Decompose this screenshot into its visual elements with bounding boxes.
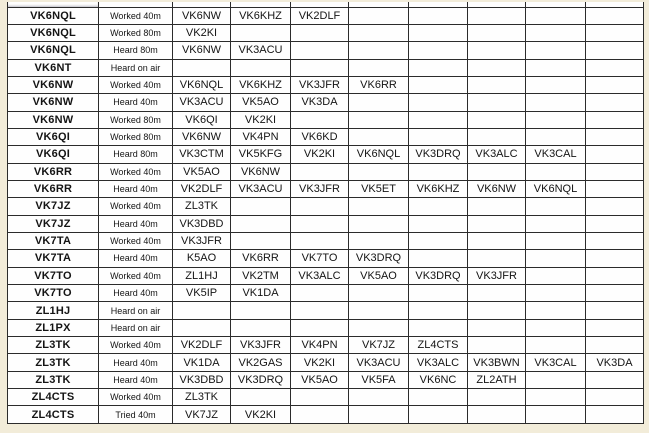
entry-cell: VK2DLF — [173, 180, 231, 197]
entry-cell: ZL2ATH — [468, 371, 526, 388]
callsign-cell: VK6NQL — [8, 7, 99, 24]
entry-cell — [586, 215, 644, 232]
entry-cell: VK2KI — [291, 354, 349, 371]
entry-cell — [409, 59, 468, 76]
entry-cell: ZL3TK — [173, 198, 231, 215]
status-cell: Worked 40m — [99, 337, 173, 354]
entry-cell — [586, 128, 644, 145]
entry-cell — [468, 337, 526, 354]
status-cell: Heard 40m — [99, 250, 173, 267]
entry-cell: VK6NW — [173, 42, 231, 59]
entry-cell — [586, 24, 644, 41]
entry-cell — [349, 285, 409, 302]
entry-cell — [468, 94, 526, 111]
entry-cell — [409, 42, 468, 59]
entry-cell — [526, 163, 586, 180]
status-cell: Worked 80m — [99, 128, 173, 145]
table-row — [8, 59, 644, 76]
entry-cell: VK1DA — [173, 354, 231, 371]
entry-cell — [586, 59, 644, 76]
entry-cell — [586, 406, 644, 423]
entry-cell — [231, 24, 291, 41]
entry-cell: VK6QI — [173, 111, 231, 128]
entry-cell — [468, 128, 526, 145]
entry-cell — [409, 232, 468, 249]
entry-cell — [349, 215, 409, 232]
callsign-cell: VK6QI — [8, 146, 99, 163]
entry-cell: VK6NQL — [173, 76, 231, 93]
callsign-cell: ZL1HJ — [8, 302, 99, 319]
status-cell: Heard 40m — [99, 354, 173, 371]
entry-cell: VK3ACU — [231, 42, 291, 59]
entry-cell: VK5FA — [349, 371, 409, 388]
entry-cell — [349, 42, 409, 59]
table-row — [8, 337, 644, 354]
entry-cell — [468, 163, 526, 180]
table-row — [8, 24, 644, 41]
table-row — [8, 215, 644, 232]
entry-cell — [231, 389, 291, 406]
entry-cell: VK3DRQ — [409, 146, 468, 163]
entry-cell — [349, 198, 409, 215]
status-cell: Worked 40m — [99, 232, 173, 249]
callsign-cell: VK7JZ — [8, 198, 99, 215]
entry-cell — [291, 42, 349, 59]
callsign-cell: ZL3TK — [8, 337, 99, 354]
entry-cell — [468, 59, 526, 76]
entry-cell — [586, 267, 644, 284]
entry-cell — [349, 389, 409, 406]
entry-cell — [173, 302, 231, 319]
entry-cell: VK3DRQ — [349, 250, 409, 267]
entry-cell — [231, 302, 291, 319]
callsign-cell: VK6NT — [8, 59, 99, 76]
entry-cell: VK2DLF — [173, 337, 231, 354]
entry-cell — [291, 111, 349, 128]
entry-cell: VK3DBD — [173, 371, 231, 388]
entry-cell: ZL3TK — [173, 389, 231, 406]
callsign-cell: VK7JZ — [8, 215, 99, 232]
entry-cell — [526, 94, 586, 111]
entry-cell — [586, 302, 644, 319]
entry-cell: VK1DA — [231, 285, 291, 302]
status-cell: Heard 80m — [99, 146, 173, 163]
entry-cell — [586, 180, 644, 197]
entry-cell — [349, 319, 409, 336]
entry-cell: VK3ALC — [468, 146, 526, 163]
entry-cell: VK7JZ — [173, 406, 231, 423]
table-row — [8, 111, 644, 128]
entry-cell — [526, 76, 586, 93]
entry-cell: VK3ACU — [349, 354, 409, 371]
entry-cell — [468, 232, 526, 249]
entry-cell: K5AO — [173, 250, 231, 267]
entry-cell: VK6NQL — [526, 180, 586, 197]
table-row — [8, 180, 644, 197]
callsign-cell: VK6RR — [8, 163, 99, 180]
entry-cell — [468, 24, 526, 41]
entry-cell: VK3DA — [291, 94, 349, 111]
table-row — [8, 94, 644, 111]
entry-cell — [586, 250, 644, 267]
entry-cell — [526, 215, 586, 232]
status-cell: Worked 40m — [99, 76, 173, 93]
entry-cell: VK7TO — [291, 250, 349, 267]
entry-cell: VK3ACU — [173, 94, 231, 111]
callsign-cell: ZL3TK — [8, 371, 99, 388]
entry-cell — [586, 146, 644, 163]
entry-cell: VK4PN — [231, 128, 291, 145]
entry-cell — [173, 59, 231, 76]
entry-cell — [468, 406, 526, 423]
status-cell: Worked 40m — [99, 7, 173, 24]
entry-cell: VK2KI — [173, 24, 231, 41]
entry-cell: VK6NW — [173, 7, 231, 24]
entry-cell: VK6NQL — [349, 146, 409, 163]
entry-cell: VK3JFR — [173, 232, 231, 249]
entry-cell: VK3DBD — [173, 215, 231, 232]
entry-cell — [409, 128, 468, 145]
entry-cell: VK5AO — [291, 371, 349, 388]
table-row — [8, 267, 644, 284]
entry-cell: VK3JFR — [291, 76, 349, 93]
table-row — [8, 302, 644, 319]
table-row — [8, 354, 644, 371]
entry-cell: VK5AO — [231, 94, 291, 111]
entry-cell — [586, 111, 644, 128]
entry-cell: ZL1HJ — [173, 267, 231, 284]
entry-cell — [468, 319, 526, 336]
entry-cell — [173, 319, 231, 336]
status-cell: Worked 80m — [99, 24, 173, 41]
entry-cell — [586, 163, 644, 180]
entry-cell — [526, 198, 586, 215]
entry-cell: VK7JZ — [349, 337, 409, 354]
entry-cell — [586, 198, 644, 215]
status-cell: Heard 40m — [99, 180, 173, 197]
entry-cell — [409, 94, 468, 111]
table-row — [8, 232, 644, 249]
entry-cell — [526, 406, 586, 423]
entry-cell: VK6NW — [231, 163, 291, 180]
entry-cell — [291, 285, 349, 302]
entry-cell — [349, 406, 409, 423]
entry-cell — [291, 163, 349, 180]
entry-cell — [526, 42, 586, 59]
entry-cell: VK2KI — [231, 406, 291, 423]
entry-cell: VK2GAS — [231, 354, 291, 371]
table-row — [8, 7, 644, 24]
entry-cell: VK5ET — [349, 180, 409, 197]
entry-cell — [409, 250, 468, 267]
callsign-cell: VK7TA — [8, 250, 99, 267]
entry-cell: VK6RR — [349, 76, 409, 93]
table-row — [8, 76, 644, 93]
entry-cell — [526, 371, 586, 388]
entry-cell — [409, 406, 468, 423]
status-cell: Heard on air — [99, 319, 173, 336]
entry-cell — [586, 389, 644, 406]
entry-cell: VK3DA — [586, 354, 644, 371]
entry-cell: VK4PN — [291, 337, 349, 354]
callsign-cell: VK7TO — [8, 285, 99, 302]
entry-cell — [409, 215, 468, 232]
status-cell: Worked 40m — [99, 389, 173, 406]
entry-cell — [291, 389, 349, 406]
entry-cell — [291, 302, 349, 319]
entry-cell — [349, 59, 409, 76]
entry-cell — [468, 285, 526, 302]
entry-cell — [349, 7, 409, 24]
entry-cell — [526, 389, 586, 406]
entry-cell: VK2KI — [291, 146, 349, 163]
entry-cell: VK2DLF — [291, 7, 349, 24]
entry-cell: VK2KI — [231, 111, 291, 128]
entry-cell — [526, 128, 586, 145]
table-row — [8, 319, 644, 336]
entry-cell: VK6NC — [409, 371, 468, 388]
status-cell: Heard 40m — [99, 94, 173, 111]
entry-cell — [586, 371, 644, 388]
entry-cell: VK3JFR — [468, 267, 526, 284]
callsign-cell: VK6NW — [8, 111, 99, 128]
entry-cell — [409, 163, 468, 180]
entry-cell — [526, 24, 586, 41]
status-cell: Heard 40m — [99, 371, 173, 388]
status-cell: Heard 40m — [99, 215, 173, 232]
entry-cell — [291, 215, 349, 232]
entry-cell — [231, 215, 291, 232]
entry-cell — [468, 198, 526, 215]
entry-cell — [526, 302, 586, 319]
table-row — [8, 250, 644, 267]
entry-cell: VK3JFR — [231, 337, 291, 354]
entry-cell — [526, 7, 586, 24]
entry-cell — [349, 111, 409, 128]
entry-cell — [291, 24, 349, 41]
status-cell: Heard 80m — [99, 42, 173, 59]
entry-cell — [468, 250, 526, 267]
entry-cell — [526, 267, 586, 284]
entry-cell — [409, 302, 468, 319]
callsign-cell: ZL3TK — [8, 354, 99, 371]
callsign-cell: ZL1PX — [8, 319, 99, 336]
entry-cell — [349, 302, 409, 319]
entry-cell: VK2TM — [231, 267, 291, 284]
entry-cell: VK5IP — [173, 285, 231, 302]
entry-cell — [409, 319, 468, 336]
entry-cell: VK3CAL — [526, 146, 586, 163]
entry-cell — [409, 389, 468, 406]
table-row — [8, 198, 644, 215]
entry-cell — [291, 232, 349, 249]
entry-cell — [231, 198, 291, 215]
callsign-cell: VK6NQL — [8, 24, 99, 41]
entry-cell — [291, 406, 349, 423]
table-row — [8, 389, 644, 406]
entry-cell — [586, 94, 644, 111]
entry-cell — [231, 319, 291, 336]
table-row — [8, 371, 644, 388]
status-cell: Worked 80m — [99, 111, 173, 128]
entry-cell — [409, 76, 468, 93]
entry-cell — [291, 59, 349, 76]
entry-cell — [526, 319, 586, 336]
entry-cell: VK6NW — [173, 128, 231, 145]
status-cell: Heard on air — [99, 302, 173, 319]
entry-cell: VK3ACU — [231, 180, 291, 197]
entry-cell — [586, 232, 644, 249]
status-cell: Heard on air — [99, 59, 173, 76]
contacts-table — [7, 2, 644, 424]
callsign-cell: VK6RR — [8, 180, 99, 197]
table-row — [8, 406, 644, 423]
status-cell: Worked 40m — [99, 267, 173, 284]
entry-cell: VK6KD — [291, 128, 349, 145]
entry-cell — [586, 76, 644, 93]
entry-cell — [586, 7, 644, 24]
entry-cell — [468, 389, 526, 406]
entry-cell — [468, 76, 526, 93]
entry-cell: ZL4CTS — [409, 337, 468, 354]
entry-cell — [349, 24, 409, 41]
entry-cell — [526, 285, 586, 302]
callsign-cell: ZL4CTS — [8, 389, 99, 406]
entry-cell: VK6KHZ — [231, 76, 291, 93]
entry-cell — [349, 128, 409, 145]
status-cell: Worked 40m — [99, 198, 173, 215]
entry-cell — [468, 42, 526, 59]
entry-cell — [291, 319, 349, 336]
entry-cell — [409, 111, 468, 128]
entry-cell — [586, 42, 644, 59]
entry-cell: VK6KHZ — [231, 7, 291, 24]
contacts-table-body — [8, 2, 644, 423]
entry-cell: VK5AO — [349, 267, 409, 284]
entry-cell — [526, 250, 586, 267]
entry-cell: VK3DRQ — [231, 371, 291, 388]
entry-cell — [409, 24, 468, 41]
entry-cell: VK3DRQ — [409, 267, 468, 284]
entry-cell — [409, 285, 468, 302]
entry-cell: VK3BWN — [468, 354, 526, 371]
callsign-cell: VK6NW — [8, 76, 99, 93]
status-cell: Worked 40m — [99, 163, 173, 180]
callsign-cell: VK7TO — [8, 267, 99, 284]
entry-cell — [349, 232, 409, 249]
entry-cell: VK5KFG — [231, 146, 291, 163]
table-row — [8, 42, 644, 59]
entry-cell: VK3JFR — [291, 180, 349, 197]
callsign-cell: ZL4CTS — [8, 406, 99, 423]
entry-cell — [468, 111, 526, 128]
status-cell: Heard 40m — [99, 285, 173, 302]
entry-cell: VK5AO — [173, 163, 231, 180]
entry-cell — [526, 111, 586, 128]
entry-cell — [468, 215, 526, 232]
entry-cell: VK6KHZ — [409, 180, 468, 197]
entry-cell: VK6RR — [231, 250, 291, 267]
table-row — [8, 146, 644, 163]
entry-cell: VK6NW — [468, 180, 526, 197]
entry-cell — [586, 337, 644, 354]
callsign-cell: VK6NW — [8, 94, 99, 111]
entry-cell — [409, 198, 468, 215]
entry-cell — [409, 7, 468, 24]
entry-cell — [526, 232, 586, 249]
entry-cell: VK3CAL — [526, 354, 586, 371]
entry-cell: VK3ALC — [409, 354, 468, 371]
entry-cell — [586, 285, 644, 302]
callsign-cell: VK7TA — [8, 232, 99, 249]
entry-cell — [231, 59, 291, 76]
entry-cell: VK3ALC — [291, 267, 349, 284]
entry-cell — [349, 163, 409, 180]
entry-cell — [291, 198, 349, 215]
entry-cell — [526, 337, 586, 354]
entry-cell — [586, 319, 644, 336]
callsign-cell: VK6NQL — [8, 42, 99, 59]
entry-cell — [468, 302, 526, 319]
callsign-cell: VK6QI — [8, 128, 99, 145]
entry-cell — [349, 94, 409, 111]
entry-cell: VK3CTM — [173, 146, 231, 163]
entry-cell — [231, 232, 291, 249]
status-cell: Tried 40m — [99, 406, 173, 423]
table-row — [8, 285, 644, 302]
entry-cell — [468, 7, 526, 24]
table-row — [8, 128, 644, 145]
table-row — [8, 163, 644, 180]
entry-cell — [526, 59, 586, 76]
